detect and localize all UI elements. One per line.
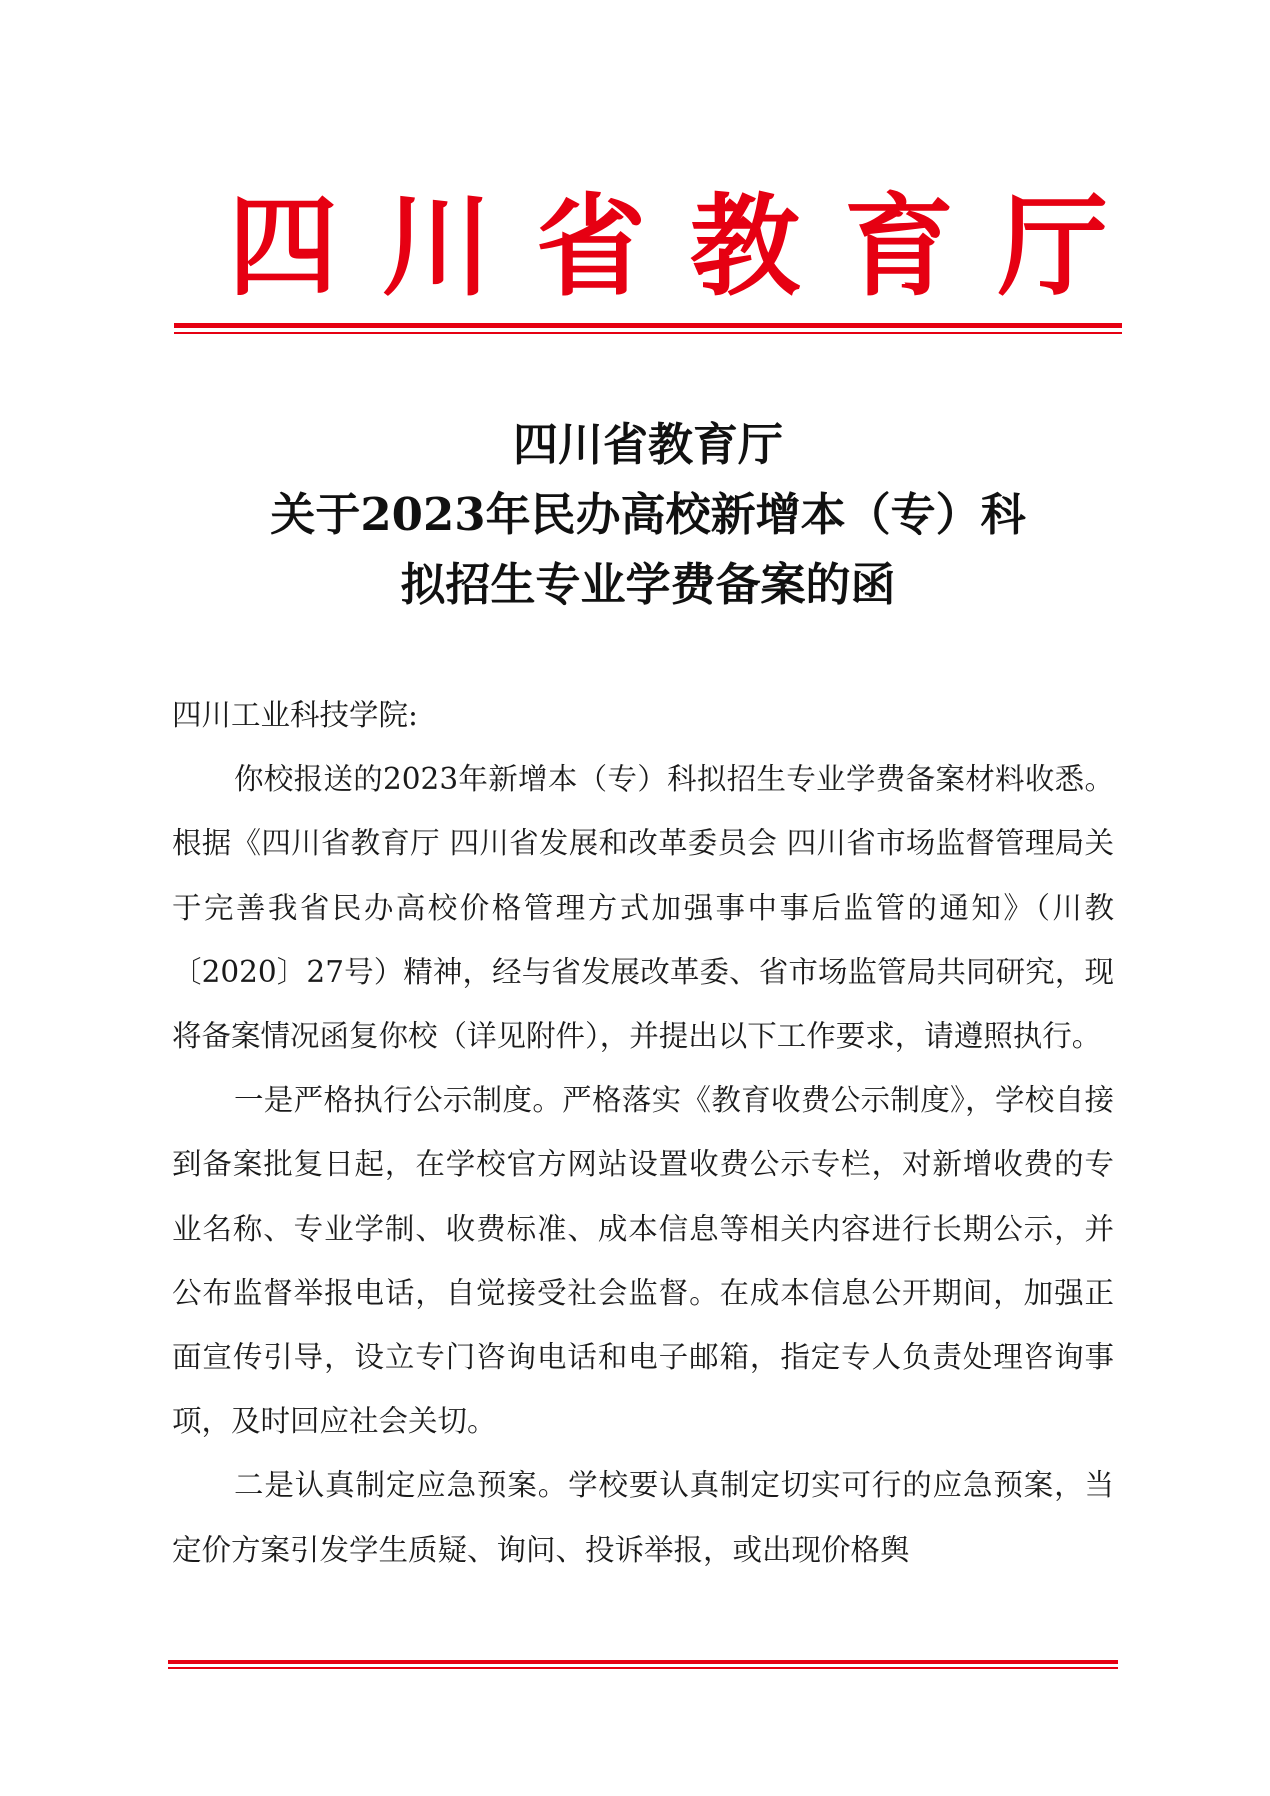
title-line: 关于2023年民办高校新增本（专）科 (270, 488, 1026, 541)
title-line: 拟招生专业学费备案的函 (400, 558, 896, 611)
salutation: 四川工业科技学院: (172, 698, 418, 732)
letterhead-char: 教 (690, 182, 800, 311)
title-line: 四川省教育厅 (512, 418, 783, 471)
letterhead-char: 育 (844, 182, 954, 311)
document-body (172, 683, 1114, 1582)
letterhead-char: 川 (382, 182, 492, 311)
document-title (174, 410, 1122, 620)
body-paragraph: 你校报送的2023年新增本（专）科拟招生专业学费备案材料收悉。根据《四川省教育厅 四川省发展和改革委员会 四川省市场监督管理局关于完善我省民办高校价格管理方式加强事中事后监管的通知》（川教〔2020〕27号）精神，经与省发展改革委、省市场监管局共同研究，现将备案情况函复你校（详见附件），并提出以下工作要求，请遵照执行。 (172, 762, 1114, 1054)
body-paragraph: 一是严格执行公示制度。严格落实《教育收费公示制度》，学校自接到备案批复日起，在学校官方网站设置收费公示专栏，对新增收费的专业名称、专业学制、收费标准、成本信息等相关内容进行长期公示，并公布监督举报电话，自觉接受社会监督。在成本信息公开期间，加强正面宣传引导，设立专门咨询电话和电子邮箱，指定专人负责处理咨询事项，及时回应社会关切。 (172, 1083, 1114, 1439)
letterhead-char: 厅 (998, 182, 1108, 311)
letterhead (228, 172, 1108, 322)
footer-divider-thin (168, 1667, 1118, 1669)
letterhead-divider-thick (174, 323, 1122, 328)
letterhead-char: 省 (536, 182, 646, 311)
letterhead-char: 四 (228, 182, 338, 311)
body-paragraph: 二是认真制定应急预案。学校要认真制定切实可行的应急预案，当定价方案引发学生质疑、询问、投诉举报，或出现价格舆 (172, 1468, 1114, 1567)
letterhead-divider-thin (174, 332, 1122, 334)
footer-divider-thick (168, 1660, 1118, 1664)
